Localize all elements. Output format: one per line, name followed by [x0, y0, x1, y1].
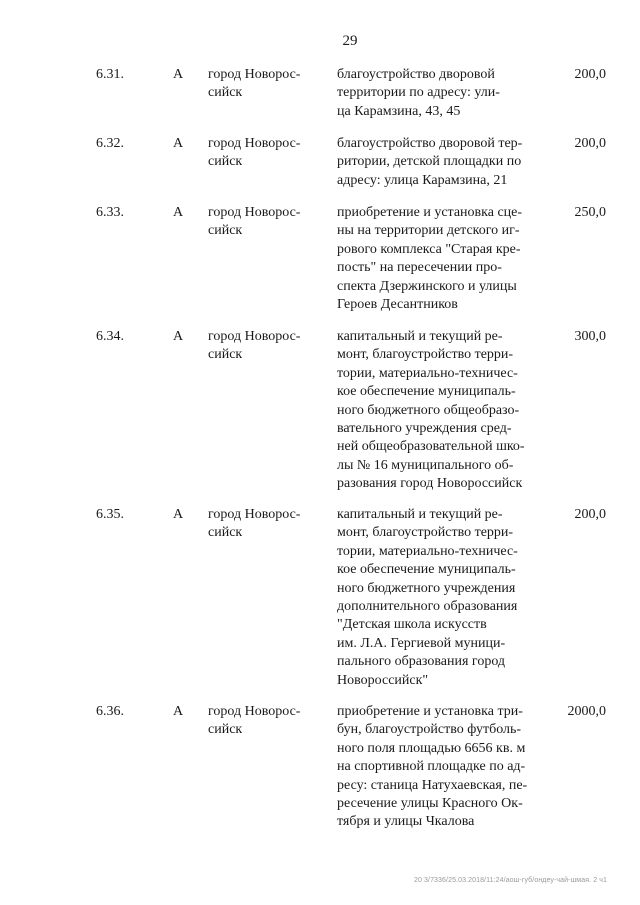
- location-line: город Новорос-: [208, 507, 301, 522]
- item-description: [337, 328, 540, 494]
- description-line: бун, благоустройство футболь-: [337, 722, 522, 738]
- description-line: ритории, детской площадки по: [337, 154, 522, 170]
- description-line: ного поля площадью 6656 кв. м: [337, 740, 526, 756]
- description-line: ны на территории детского иг-: [337, 223, 520, 239]
- location-line: сийск: [208, 85, 243, 101]
- description-line: Героев Десантников: [337, 297, 458, 313]
- item-amount: 200,0: [574, 507, 606, 522]
- description-line: Новороссийск": [337, 672, 429, 688]
- item-location: [208, 66, 323, 103]
- item-number: 6.34.: [96, 329, 124, 344]
- location-line: сийск: [208, 223, 243, 239]
- location-line: город Новорос-: [208, 136, 301, 151]
- location-line: сийск: [208, 525, 243, 541]
- location-line: сийск: [208, 347, 243, 363]
- item-amount: 2000,0: [567, 704, 606, 719]
- description-line: на спортивной площадке по ад-: [337, 759, 526, 775]
- description-line: лы № 16 муниципального об-: [337, 457, 514, 473]
- description-line: ресечение улицы Красного Ок-: [337, 796, 523, 812]
- item-number: 6.36.: [96, 704, 124, 719]
- item-amount: 200,0: [574, 136, 606, 151]
- description-line: кое обеспечение муниципаль-: [337, 562, 516, 578]
- item-location: [208, 204, 323, 241]
- item-description: [337, 204, 540, 314]
- item-location: [208, 703, 323, 740]
- description-line: "Детская школа искусств: [337, 617, 487, 633]
- item-description: [337, 703, 540, 832]
- item-category: А: [173, 136, 184, 151]
- location-line: город Новорос-: [208, 205, 301, 220]
- description-line: кое обеспечение муниципаль-: [337, 384, 516, 400]
- item-description: [337, 506, 540, 690]
- description-line: благоустройство дворовой тер-: [337, 136, 523, 151]
- item-number: 6.32.: [96, 136, 124, 151]
- location-line: сийск: [208, 722, 243, 738]
- description-line: благоустройство дворовой: [337, 67, 495, 82]
- description-line: пального образования город: [337, 654, 506, 670]
- description-line: пость" на пересечении про-: [337, 260, 502, 276]
- page-number: 29: [342, 33, 358, 49]
- description-line: приобретение и установка три-: [337, 704, 523, 719]
- item-category: А: [173, 67, 184, 82]
- description-line: ца Карамзина, 43, 45: [337, 103, 461, 119]
- item-category: А: [173, 507, 184, 522]
- item-location: [208, 135, 323, 172]
- description-line: адресу: улица Карамзина, 21: [337, 172, 508, 188]
- description-line: разования город Новороссийск: [337, 476, 523, 492]
- description-line: дополнительного образования: [337, 599, 518, 615]
- description-line: тории, материально-техничес-: [337, 365, 518, 381]
- description-line: территории по адресу: ули-: [337, 85, 500, 101]
- item-description: [337, 135, 540, 190]
- item-amount: 250,0: [574, 205, 606, 220]
- description-line: ного бюджетного учреждения: [337, 580, 516, 596]
- description-line: ней общеобразовательной шко-: [337, 439, 525, 455]
- item-number: 6.31.: [96, 67, 124, 82]
- item-number: 6.35.: [96, 507, 124, 522]
- description-line: тября и улицы Чкалова: [337, 814, 475, 830]
- description-line: ресу: станица Натухаевская, пе-: [337, 777, 528, 793]
- description-line: монт, благоустройство терри-: [337, 525, 514, 541]
- item-number: 6.33.: [96, 205, 124, 220]
- description-line: им. Л.А. Гергиевой муници-: [337, 635, 506, 651]
- item-category: А: [173, 205, 184, 220]
- item-amount: 300,0: [574, 329, 606, 344]
- description-line: спекта Дзержинского и улицы: [337, 278, 517, 294]
- description-line: вательного учреждения сред-: [337, 421, 512, 437]
- location-line: город Новорос-: [208, 329, 301, 344]
- item-amount: 200,0: [574, 67, 606, 82]
- item-location: [208, 328, 323, 365]
- item-location: [208, 506, 323, 543]
- item-category: А: [173, 704, 184, 719]
- description-line: монт, благоустройство терри-: [337, 347, 514, 363]
- description-line: капитальный и текущий ре-: [337, 329, 503, 344]
- description-line: рового комплекса "Старая кре-: [337, 241, 521, 257]
- description-line: ного бюджетного общеобразо-: [337, 402, 520, 418]
- location-line: город Новорос-: [208, 67, 301, 82]
- location-line: сийск: [208, 154, 243, 170]
- location-line: город Новорос-: [208, 704, 301, 719]
- item-description: [337, 66, 540, 121]
- description-line: капитальный и текущий ре-: [337, 507, 503, 522]
- footer-stamp: 20 3/7336/25.03.2018/11:24/аош-губ/ондеу-чай-шмая. 2 ч1: [414, 877, 607, 884]
- description-line: приобретение и установка сце-: [337, 205, 523, 220]
- description-line: тории, материально-техничес-: [337, 543, 518, 559]
- item-category: А: [173, 329, 184, 344]
